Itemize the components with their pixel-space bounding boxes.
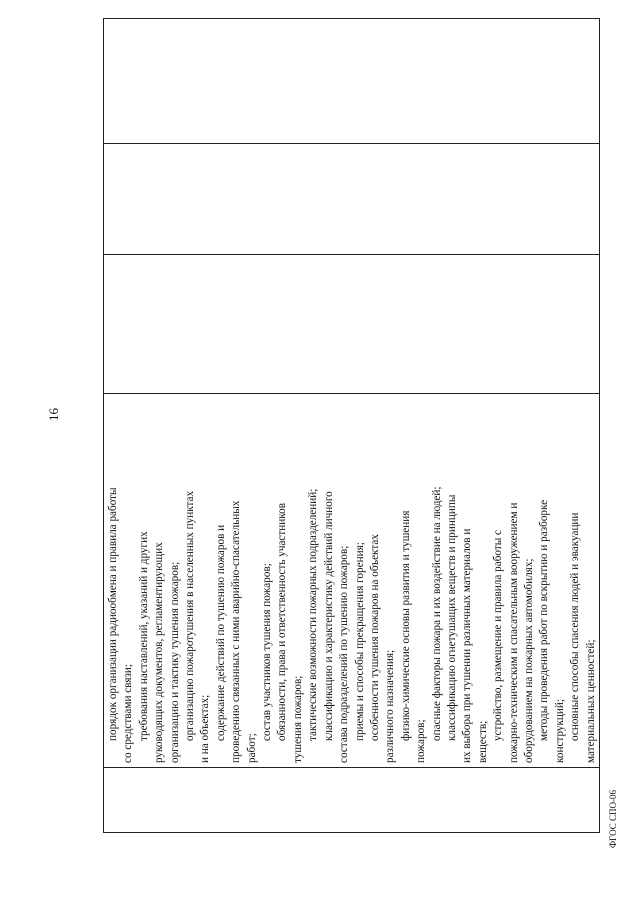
document-table (103, 18, 600, 833)
table-row (104, 19, 600, 833)
content-line: классификацию огнетушащих веществ и принципы (445, 494, 458, 741)
content-line: классификацию и характеристику действий личного (322, 491, 335, 741)
content-line: тактические возможности пожарных подразделений; (307, 488, 320, 741)
content-line: проведению связанных с ними аварийно-спасательных (230, 500, 243, 763)
content-line: основные способы спасения людей и эвакуации (569, 512, 582, 741)
content-line: пожаров; (415, 719, 428, 763)
footer-marking: ФГОС СПО-06 (608, 790, 618, 848)
table-cell-content (104, 394, 600, 768)
page-number: 16 (46, 408, 61, 421)
table-cell-empty-2 (104, 144, 600, 255)
content-line: веществ; (476, 720, 489, 763)
content-line: физико-химические основы развития и тушения (399, 510, 412, 741)
content-text-block (104, 394, 599, 767)
content-line: тушения пожаров; (291, 675, 304, 763)
content-line: организацию и тактику тушения пожаров; (168, 561, 181, 763)
content-line: руководящих документов, регламентирующих (153, 542, 166, 763)
content-line: опасные факторы пожара и их воздействие на людей; (430, 486, 443, 741)
document-table-wrapper (103, 18, 597, 833)
content-line: порядок организации радиообмена и правила работы (107, 487, 119, 741)
table-cell-empty-3 (104, 19, 600, 144)
content-line: работ; (245, 733, 258, 763)
content-line: со средствами связи; (122, 663, 135, 763)
content-line: особенности тушения пожаров на объектах (368, 534, 381, 741)
content-line: приемы и способы прекращения горения; (353, 542, 366, 741)
content-line: методы проведения работ по вскрытию и разборке (538, 499, 551, 741)
table-cell-empty-1 (104, 255, 600, 394)
content-line: их выбора при тушении различных материалов и (461, 528, 474, 763)
content-line: состав участников тушения пожаров; (261, 563, 274, 741)
content-line: материальных ценностей; (584, 639, 597, 763)
content-line: различного назначения; (384, 649, 397, 763)
content-line: оборудованием на пожарных автомобилях; (522, 558, 535, 763)
content-line: организацию пожаротушения в населенных пунктах (184, 490, 197, 741)
content-line: пожарно-техническим и спасательным вооружением и (507, 502, 520, 763)
content-line: конструкций; (553, 699, 566, 763)
content-line: обязанности, права и ответственность участников (276, 503, 289, 741)
table-cell-code (104, 768, 600, 833)
content-line: и на объектах; (199, 694, 212, 763)
content-line: устройство, размещение и правила работы с (492, 530, 505, 741)
content-line: содержание действий по тушению пожаров и (214, 524, 227, 741)
content-line: требования наставлений, указаний и других (137, 531, 150, 741)
content-line: состава подразделений по тушению пожаров; (338, 545, 351, 763)
